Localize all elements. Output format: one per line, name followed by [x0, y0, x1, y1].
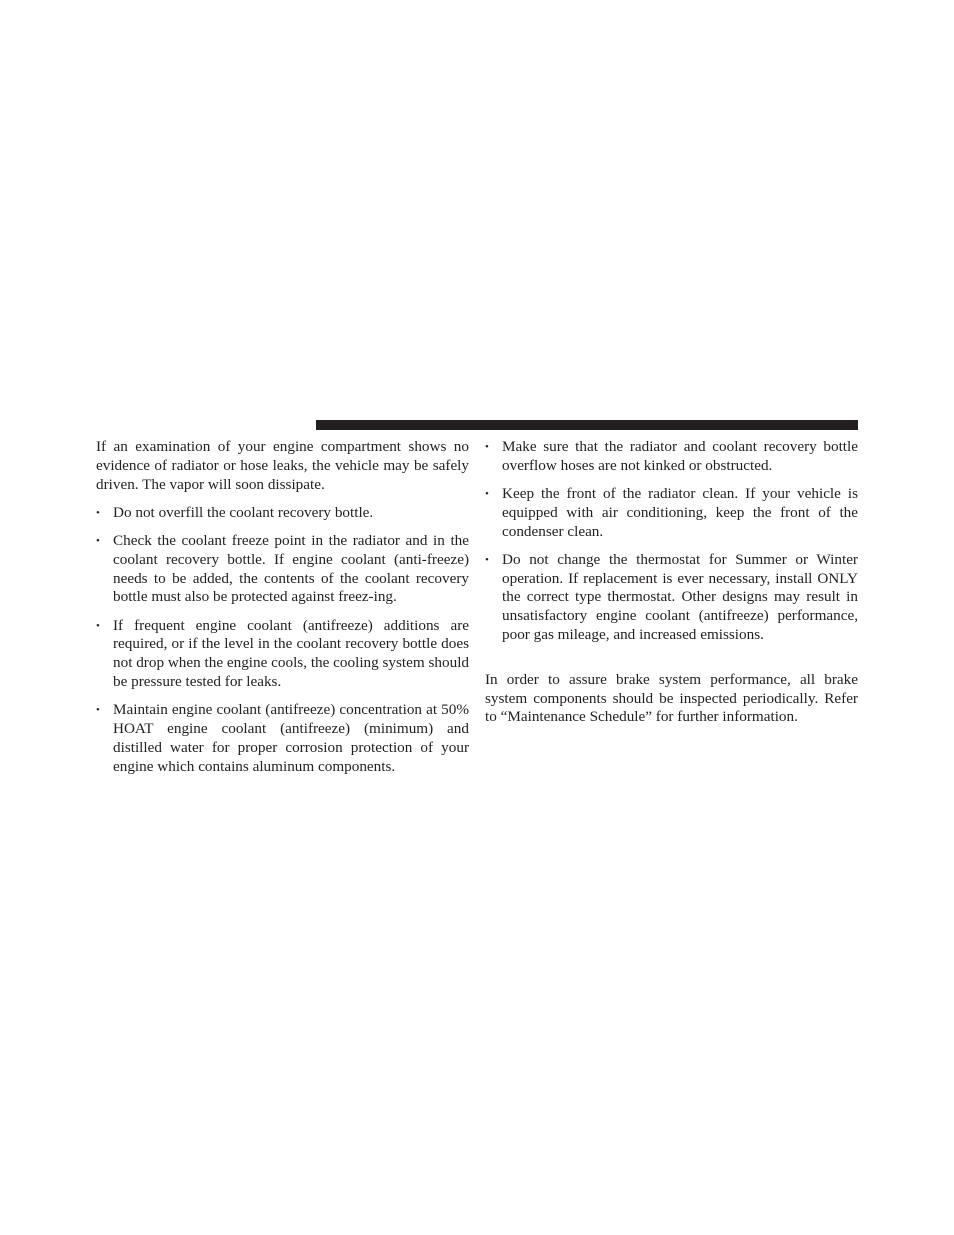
list-item	[485, 438, 858, 476]
list-item-text: Make sure that the radiator and coolant recovery bottle overflow hoses are not kinked or obstructed.	[502, 438, 858, 474]
bullet-icon: •	[96, 506, 100, 519]
section-header-rule	[316, 420, 858, 430]
right-column	[485, 438, 858, 737]
list-item-text: Keep the front of the radiator clean. If your vehicle is equipped with air conditioning, keep the front of the condenser clean.	[502, 484, 858, 540]
left-column	[96, 438, 469, 786]
intro-paragraph: If an examination of your engine compartment shows no evidence of radiator or hose leaks, the vehicle may be safely driven. The vapor will soon dissipate.	[96, 438, 469, 493]
bullet-icon: •	[96, 534, 100, 547]
list-item	[485, 485, 858, 541]
bullet-icon: •	[96, 619, 100, 632]
list-item	[485, 551, 858, 645]
bullet-icon: •	[96, 704, 100, 717]
list-item-text: Do not overfill the coolant recovery bottle.	[113, 503, 374, 521]
coolant-bullet-list	[96, 504, 469, 777]
list-item-text: Check the coolant freeze point in the radiator and in the coolant recovery bottle. If engine coolant (anti-freeze) needs to be added, the contents of the coolant recovery bottle must also be protected against freez-ing.	[113, 531, 469, 606]
list-item-text: Maintain engine coolant (antifreeze) concentration at 50% HOAT engine coolant (antifreeze) (minimum) and distilled water for proper corrosion protection of your engine which contains aluminum components.	[113, 701, 469, 775]
list-item	[96, 701, 469, 776]
list-item	[96, 532, 469, 607]
bullet-icon: •	[485, 553, 489, 566]
list-item	[96, 504, 469, 523]
list-item	[96, 617, 469, 692]
brake-system-paragraph: In order to assure brake system performance, all brake system components should be inspected periodically. Refer to “Maintenance Schedule” for further information.	[485, 670, 858, 726]
bullet-icon: •	[485, 487, 489, 500]
list-item-text: If frequent engine coolant (antifreeze) additions are required, or if the level in the coolant recovery bottle does not drop when the engine cools, the cooling system should be pressure tested for leaks.	[113, 616, 470, 690]
list-item-text: Do not change the thermostat for Summer or Winter operation. If replacement is ever necessary, install ONLY the correct type thermostat. Other designs may result in unsatisfactory engine coolant (antifreeze) performance, poor gas mileage, and increased emissions.	[502, 550, 858, 643]
bullet-icon: •	[485, 441, 489, 453]
coolant-bullet-list-continued	[485, 438, 858, 645]
